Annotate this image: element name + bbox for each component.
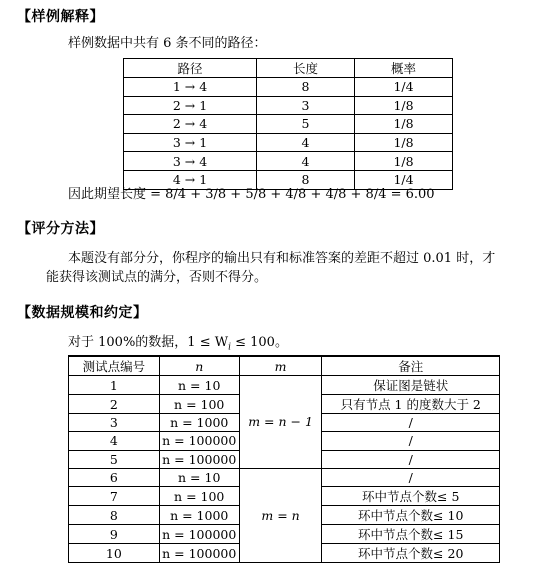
data-constraints-heading: 【数据规模和约定】: [17, 305, 148, 321]
probability-cell: 1/4: [355, 170, 453, 189]
test-id-cell: 7: [69, 487, 160, 506]
path-cell: 2 → 1: [124, 96, 257, 115]
m-cell-group2: m = n: [239, 468, 322, 562]
paths-table: [123, 58, 453, 190]
probability-cell: 1/8: [355, 115, 453, 134]
note-cell: /: [322, 432, 500, 450]
table-header-row: [124, 59, 453, 78]
table-row: [124, 78, 453, 97]
note-cell: 保证图是链状: [322, 376, 500, 395]
note-cell: 环中节点个数≤ 20: [322, 544, 500, 563]
length-cell: 8: [257, 78, 355, 97]
test-id-cell: 3: [69, 414, 160, 432]
probability-cell: 1/8: [355, 133, 453, 152]
probability-cell: 1/8: [355, 152, 453, 171]
constraint-text-tail: ≤ 100。: [230, 335, 288, 350]
path-cell: 2 → 4: [124, 115, 257, 134]
test-id-cell: 5: [69, 450, 160, 468]
m-cell-group1: m = n − 1: [239, 376, 322, 469]
test-id-cell: 6: [69, 468, 160, 486]
scoring-text-line1: 本题没有部分分，你程序的输出只有和标准答案的差距不超过 0.01 时，才: [68, 251, 496, 266]
note-cell: /: [322, 468, 500, 486]
column-header-n: n: [159, 356, 239, 376]
table-row: [124, 115, 453, 134]
note-cell: 环中节点个数≤ 15: [322, 525, 500, 544]
expected-length-text: 因此期望长度 = 8/4 + 3/8 + 5/8 + 4/8 + 4/8 + 8/4 = 6.00: [68, 187, 435, 202]
scoring-method-heading: 【评分方法】: [17, 221, 104, 237]
constraint-text: [68, 333, 288, 358]
table-row: [69, 376, 500, 395]
n-cell: n = 10: [159, 468, 239, 486]
note-cell: 环中节点个数≤ 5: [322, 487, 500, 506]
column-header-probability: 概率: [355, 59, 453, 78]
probability-cell: 1/8: [355, 96, 453, 115]
n-cell: n = 100000: [159, 450, 239, 468]
test-id-cell: 9: [69, 525, 160, 544]
table-row: [124, 133, 453, 152]
n-cell: n = 100: [159, 395, 239, 414]
note-cell: /: [322, 450, 500, 468]
note-cell: 环中节点个数≤ 10: [322, 506, 500, 525]
table-row: [124, 96, 453, 115]
n-cell: n = 1000: [159, 414, 239, 432]
length-cell: 5: [257, 115, 355, 134]
column-header-length: 长度: [257, 59, 355, 78]
n-cell: n = 1000: [159, 506, 239, 525]
n-cell: n = 100000: [159, 432, 239, 450]
sample-intro-text: 样例数据中共有 6 条不同的路径：: [68, 36, 267, 51]
path-cell: 3 → 4: [124, 152, 257, 171]
table-header-row: [69, 356, 500, 376]
note-cell: /: [322, 414, 500, 432]
path-cell: 3 → 1: [124, 133, 257, 152]
test-id-cell: 1: [69, 376, 160, 395]
path-cell: 1 → 4: [124, 78, 257, 97]
column-header-path: 路径: [124, 59, 257, 78]
test-cases-table: [68, 355, 500, 563]
n-cell: n = 10: [159, 376, 239, 395]
n-cell: n = 100000: [159, 544, 239, 563]
test-id-cell: 8: [69, 506, 160, 525]
n-cell: n = 100000: [159, 525, 239, 544]
length-cell: 8: [257, 170, 355, 189]
test-id-cell: 10: [69, 544, 160, 563]
sample-explanation-heading: 【样例解释】: [17, 9, 104, 25]
scoring-text-line2: 能获得该测试点的满分，否则不得分。: [46, 270, 268, 285]
n-cell: n = 100: [159, 487, 239, 506]
length-cell: 3: [257, 96, 355, 115]
length-cell: 4: [257, 152, 355, 171]
length-cell: 4: [257, 133, 355, 152]
probability-cell: 1/4: [355, 78, 453, 97]
table-row: [69, 468, 500, 486]
test-id-cell: 2: [69, 395, 160, 414]
constraint-text-main: 对于 100%的数据，1 ≤ W: [68, 335, 229, 350]
column-header-note: 备注: [322, 356, 500, 376]
column-header-test-id: 测试点编号: [69, 356, 160, 376]
note-cell: 只有节点 1 的度数大于 2: [322, 395, 500, 414]
constraint-subscript: i: [228, 342, 231, 353]
column-header-m: m: [239, 356, 322, 376]
table-row: [124, 152, 453, 171]
test-id-cell: 4: [69, 432, 160, 450]
path-cell: 4 → 1: [124, 170, 257, 189]
